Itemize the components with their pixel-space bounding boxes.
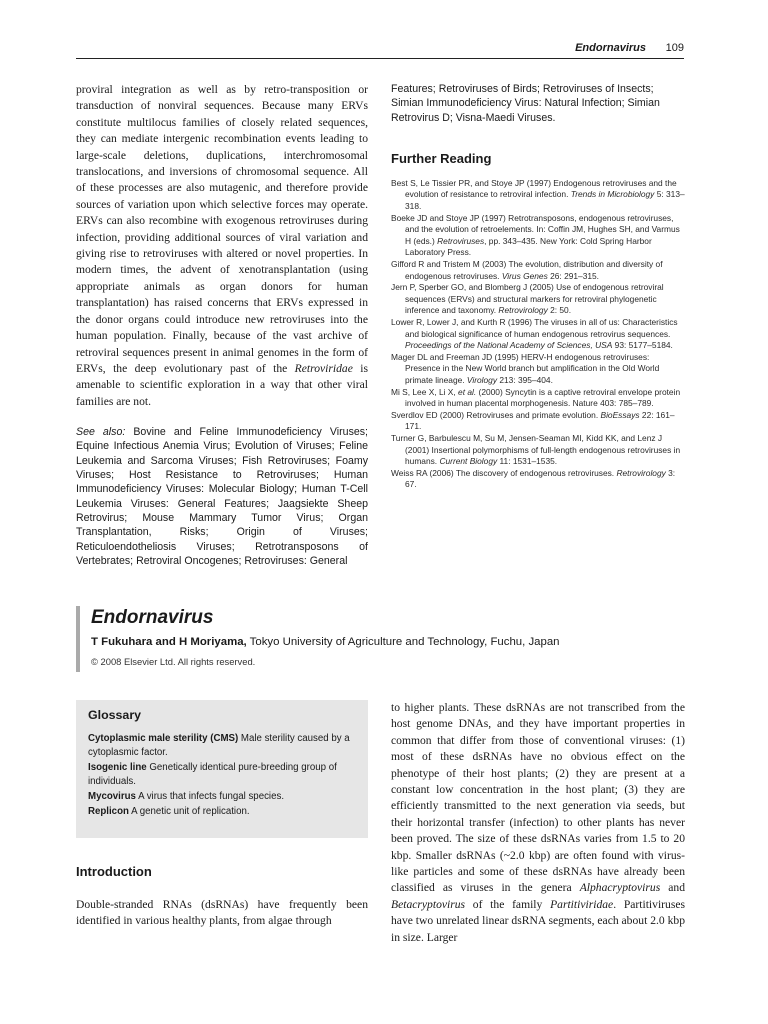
reference-text: Weiss RA (2006) The discovery of endogenous retroviruses.	[391, 467, 617, 478]
reference-text: Turner G, Barbulescu M, Su M, Jensen-Seaman MI, Kidd KK, and Lenz J (2001) Insertional polymorphisms of full-length endogenous retroviruses in humans.	[391, 432, 681, 467]
glossary-definition: A virus that infects fungal species.	[135, 791, 285, 802]
glossary-term: Isogenic line	[88, 762, 147, 773]
reference-text: Jern P, Sperber GO, and Blomberg J (2005) Use of endogenous retroviral sequences (ERVs) and structural markers for retroviral phylogenetic inference and taxonomy.	[391, 282, 664, 316]
right-body	[391, 700, 685, 946]
author-affiliation: Tokyo University of Agriculture and Technology, Fuchu, Japan	[246, 636, 560, 648]
intro-cont-text-2: and	[660, 881, 685, 895]
introduction-continued	[391, 700, 685, 946]
see-also-links[interactable]: Bovine and Feline Immunodeficiency Viruses; Equine Infectious Anemia Virus; Evolution of Viruses; Feline Leukemia and Sarcoma Viruses; Fish Retroviruses; Foamy Viruses; Host Resistance to Retroviruses; Human Immunodeficiency Viruses: Molecular Biology; Human T-Cell Leukemia Viruses: General Features; Jaagsiekte Sheep Retrovirus; Mouse Mammary Tumor Virus; Organ Transplantation, Risks; Origin of Viruses; Reticuloendotheliosis Viruses; Retrotransposons of Vertebrates; Retroviral Oncogenes; Retroviruses: General	[76, 426, 368, 567]
reference-text: Best S, Le Tissier PR, and Stoye JP (1997) Endogenous retroviruses and the evolution of resistance to retroviral infection.	[391, 177, 677, 200]
reference-citation: 93: 5177–5184.	[612, 340, 673, 351]
genus-betacryptovirus: Betacryptovirus	[391, 897, 466, 911]
reference-item	[391, 433, 685, 468]
intro-cont-text-4: . Partitiviruses have two unrelated linear dsRNA segments, each about 2.0 kbp in size. Larger	[391, 897, 685, 944]
glossary-item	[88, 732, 356, 760]
reference-item	[391, 352, 685, 387]
glossary-definition: A genetic unit of replication.	[128, 806, 250, 817]
glossary-definition: Genetically identical pure-breeding group of individuals.	[88, 762, 337, 787]
article-authors	[91, 635, 686, 650]
reference-citation: 26: 291–315.	[547, 270, 600, 281]
further-reading-heading: Further Reading	[391, 150, 492, 166]
reference-item	[391, 213, 685, 259]
reference-item	[391, 178, 685, 213]
reference-citation: 11: 1531–1535.	[497, 456, 558, 467]
running-head-title: Endornavirus	[575, 42, 646, 54]
paragraph-italic-term: Retroviridae	[294, 361, 353, 375]
glossary-definition: Male sterility caused by a cytoplasmic factor.	[88, 733, 350, 758]
introduction-paragraph: Double-stranded RNAs (dsRNAs) have frequently been identified in various healthy plants, from algae through	[76, 898, 368, 928]
reference-citation: 2: 50.	[547, 305, 572, 316]
reference-text: Mi S, Lee X, Li X,	[391, 386, 459, 397]
reference-journal: Virology	[466, 374, 498, 385]
glossary-term: Mycovirus	[88, 791, 136, 802]
page-number: 109	[665, 42, 684, 54]
reference-item	[391, 387, 685, 410]
left-column	[76, 82, 368, 568]
reference-journal: Retrovirology	[498, 305, 548, 316]
body-paragraph	[76, 82, 368, 410]
reference-item	[391, 468, 685, 491]
reference-journal: Retroviruses	[437, 235, 485, 246]
paragraph-text-end: is amenable to scientific exploration in a way that other viral families are not.	[76, 361, 368, 408]
introduction-body	[76, 897, 368, 930]
reference-citation: 5: 313–318.	[405, 189, 685, 212]
reference-text: Gifford R and Tristem M (2003) The evolution, distribution and diversity of endogenous retroviruses.	[391, 259, 663, 281]
reference-citation: , pp. 343–435. New York: Cold Spring Harbor Laboratory Press.	[405, 235, 652, 258]
glossary-box	[76, 700, 368, 838]
reference-citation: 213: 395–404.	[497, 374, 553, 385]
right-column	[391, 82, 685, 491]
reference-journal: BioEssays	[600, 409, 640, 420]
reference-citation: 3: 67.	[405, 467, 676, 490]
reference-item	[391, 317, 685, 352]
author-names: T Fukuhara and H Moriyama,	[91, 636, 247, 648]
glossary-term: Replicon	[88, 806, 129, 817]
glossary-term: Cytoplasmic male sterility (CMS)	[88, 733, 239, 744]
reference-text: Sverdlov ED (2000) Retroviruses and primate evolution.	[391, 409, 601, 420]
reference-text: Lower R, Lower J, and Kurth R (1996) The viruses in all of us: Characteristics and biological significance of human endogenous retrovirus sequences.	[391, 317, 678, 339]
copyright-line: © 2008 Elsevier Ltd. All rights reserved.	[91, 656, 256, 667]
article-title: Endornavirus	[91, 607, 214, 628]
intro-cont-text-1: to higher plants. These dsRNAs are not transcribed from the host genome DNAs, and they have important properties in common that differ from those of conventional viruses: (1) most of these dsRNAs have no obvious effect on the phenotype of their host plants; (2) they are present at a constant low concentration in the host plant; (3) they are efficiently transmitted to the next generation via seeds, but their horizontal transfer (infection) to other plants has never been proved. The size of these dsRNAs varies from 1.5 to 20 kbp. Smaller dsRNAs (~2.0 kbp) are often found with virus-like particles and some of these dsRNAs have already been classified as viruses in the genera	[391, 701, 685, 895]
reference-journal: Current Biology	[439, 456, 498, 467]
reference-item	[391, 259, 685, 282]
see-also	[76, 425, 368, 568]
reference-citation: 22: 161–171.	[405, 409, 675, 432]
intro-cont-text-3: of the family	[465, 897, 551, 911]
reference-text: Mager DL and Freeman JD (1995) HERV-H endogenous retroviruses: Presence in the New World branch but amplification in the Old World primate lineage.	[391, 351, 660, 385]
glossary-item	[88, 805, 356, 819]
introduction-heading: Introduction	[76, 864, 152, 879]
see-also-lead: See also:	[76, 426, 126, 439]
glossary-list	[88, 732, 356, 819]
reference-journal: Virus Genes	[501, 270, 548, 281]
reference-journal: Trends in Microbiology	[570, 189, 655, 200]
reference-item	[391, 282, 685, 317]
glossary-heading: Glossary	[88, 708, 142, 722]
reference-journal: Retrovirology	[616, 467, 666, 478]
reference-citation: (2000) Syncytin is a captive retroviral envelope protein involved in human placental morphogenesis. Nature 403: 785–789.	[405, 386, 681, 409]
see-also-continued[interactable]: Features; Retroviruses of Birds; Retroviruses of Insects; Simian Immunodeficiency Virus: Natural Infection; Simian Retrovirus D; Visna-Maedi Viruses.	[391, 83, 660, 124]
genus-alphacryptovirus: Alphacryptovirus	[579, 881, 661, 895]
glossary-item	[88, 761, 356, 789]
reference-journal: et al.	[458, 386, 477, 397]
reference-list	[391, 178, 685, 491]
reference-journal: Proceedings of the National Academy of Sciences, USA	[405, 340, 613, 351]
paragraph-text: proviral integration as well as by retro-transposition or transduction of nonviral sequences. Because many ERVs constitute multilocus families of closely related sequences, they can mediate intergenic recombination events leading to large-scale deletions, duplications, interchromosomal translocations, and inversions of chromosomal sequence. All of these processes are also mutagenic, and therefore provide sources of variation upon which selective forces may operate. ERVs can also recombine with exogenous retroviruses during infection, providing additional sources of viral variation and giving rise to retroviruses with altered or novel properties. In modern times, the advent of xenotransplantation (using appropriate animals as organ donors for human transplantation) has raised concerns that ERVs expressed in the donor organs could introduce new retroviruses into the human population. Finally, because of the vast archive of retroviral sequences present in animal genomes in the form of ERVs, the deep evolutionary past of the	[76, 83, 368, 375]
reference-item	[391, 410, 685, 433]
family-partitiviridae: Partitiviridae	[550, 897, 614, 911]
glossary-item	[88, 790, 356, 804]
reference-text: Boeke JD and Stoye JP (1997) Retrotransposons, endogenous retroviruses, and the evolution of retroelements. In: Coffin JM, Hughes SH, and Varmus H (eds.)	[391, 212, 680, 246]
running-head	[76, 40, 684, 59]
article-header	[76, 606, 686, 672]
